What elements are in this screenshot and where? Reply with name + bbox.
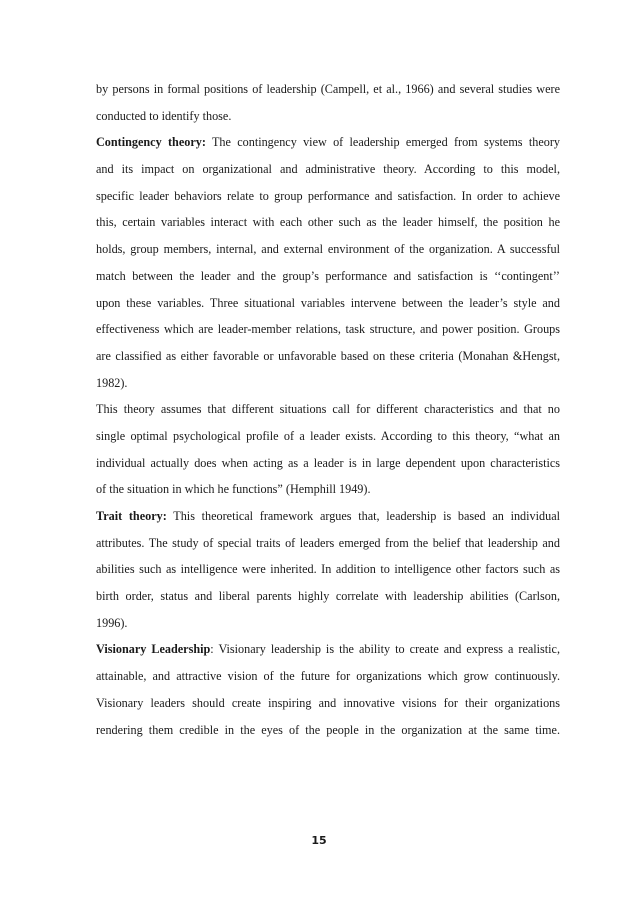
line-text: upon these variables. Three situational variables intervene between the leader’s style and	[96, 295, 560, 310]
line-text: match between the leader and the group’s performance and satisfaction is ‘‘contingent’’	[96, 268, 560, 283]
line-text: by persons in formal positions of leadership (Campell, et al., 1966) and several studies were	[96, 82, 560, 96]
text-line	[96, 717, 560, 744]
text-line	[96, 263, 560, 290]
line-text: Visionary leaders should create inspiring and innovative visions for their organizations	[96, 695, 560, 710]
text-line	[96, 209, 560, 236]
text-line	[96, 476, 560, 503]
line-text: birth order, status and liberal parents highly correlate with leadership abilities (Carlson,	[96, 589, 560, 604]
line-text: effectiveness which are leader-member relations, task structure, and power position. Groups	[96, 322, 560, 337]
text-line	[96, 76, 560, 103]
line-text: this, certain variables interact with each other such as the leader himself, the position he	[96, 215, 560, 230]
section-heading: Visionary Leadership	[96, 642, 211, 657]
text-line	[96, 636, 560, 663]
line-text: conducted to identify those.	[96, 108, 232, 123]
text-line	[96, 610, 560, 637]
line-text: attainable, and attractive vision of the future for organizations which grow continuously.	[96, 669, 560, 684]
line-text: : Visionary leadership is the ability to create and express a realistic,	[210, 642, 561, 657]
text-line	[96, 530, 560, 557]
text-line	[96, 556, 560, 583]
page-number: 15	[311, 834, 327, 847]
text-line	[96, 690, 560, 717]
section-heading: Trait theory:	[96, 509, 167, 523]
line-text: This theory assumes that different situations call for different characteristics and that no	[96, 402, 560, 417]
text-line	[96, 316, 560, 343]
text-line	[96, 583, 560, 610]
line-text: of the situation in which he functions” (Hemphill 1949).	[96, 482, 371, 497]
line-text: This theoretical framework argues that, leadership is based an individual	[166, 509, 560, 523]
line-text: 1996).	[96, 615, 128, 630]
text-line	[96, 129, 560, 156]
line-text: abilities such as intelligence were inherited. In addition to intelligence other factors such as	[96, 562, 560, 577]
line-text: The contingency view of leadership emerged from systems theory	[205, 135, 560, 150]
line-text: specific leader behaviors relate to group performance and satisfaction. In order to achieve	[96, 188, 560, 203]
text-line	[96, 183, 560, 210]
line-text: rendering them credible in the eyes of the people in the organization at the same time.	[96, 722, 560, 737]
text-line	[96, 343, 560, 370]
text-line	[96, 396, 560, 423]
line-text: holds, group members, internal, and external environment of the organization. A successful	[96, 242, 560, 257]
line-text: single optimal psychological profile of a leader exists. According to this theory, “what an	[96, 428, 560, 443]
text-line	[96, 103, 560, 130]
line-text: individual actually does when acting as a leader is in large dependent upon characteristics	[96, 455, 560, 470]
text-line	[96, 503, 560, 530]
line-text: are classified as either favorable or unfavorable based on these criteria (Monahan &Hengst,	[96, 348, 560, 363]
text-line	[96, 156, 560, 183]
line-text: attributes. The study of special traits of leaders emerged from the belief that leadership and	[96, 535, 560, 550]
line-text: 1982).	[96, 375, 128, 390]
text-line	[96, 236, 560, 263]
body-text	[96, 76, 560, 743]
text-line	[96, 663, 560, 690]
text-line	[96, 423, 560, 450]
text-line	[96, 290, 560, 317]
text-line	[96, 450, 560, 477]
line-text: and its impact on organizational and administrative theory. According to this model,	[96, 162, 560, 177]
section-heading: Contingency theory:	[96, 135, 206, 150]
text-line	[96, 370, 560, 397]
